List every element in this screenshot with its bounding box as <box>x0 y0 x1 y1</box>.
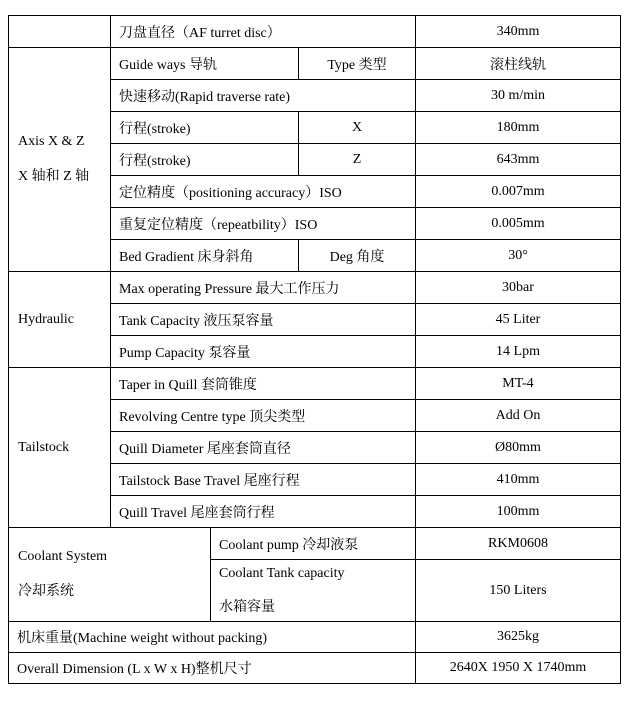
spec-label-cell: Max operating Pressure 最大工作压力 <box>111 272 416 304</box>
spec-sub-cell: Deg 角度 <box>299 240 416 272</box>
spec-label-cell: 行程(stroke) <box>111 144 299 176</box>
section-tailstock-cell: Tailstock <box>9 368 111 528</box>
spec-value-cell: 30° <box>416 240 621 272</box>
table-row <box>9 653 621 684</box>
spec-label-cell: Bed Gradient 床身斜角 <box>111 240 299 272</box>
spec-value-cell: 180mm <box>416 112 621 144</box>
spec-value-cell: RKM0608 <box>416 528 621 560</box>
overall-dimension-value-cell: 2640X 1950 X 1740mm <box>416 653 621 684</box>
machine-weight-label-cell: 机床重量(Machine weight without packing) <box>9 622 416 653</box>
spec-label-cell: Guide ways 导轨 <box>111 48 299 80</box>
spec-value-cell: Ø80mm <box>416 432 621 464</box>
spec-value-cell: 30 m/min <box>416 80 621 112</box>
spec-value-cell: 100mm <box>416 496 621 528</box>
coolant-tank-label-line2: 水箱容量 <box>219 599 275 615</box>
spec-label-cell: Pump Capacity 泵容量 <box>111 336 416 368</box>
section-axis-label-en: Axis X & Z <box>18 134 85 149</box>
spec-sub-cell: X <box>299 112 416 144</box>
spec-value-cell: 0.007mm <box>416 176 621 208</box>
spec-label-cell: 行程(stroke) <box>111 112 299 144</box>
spec-label-cell: 快速移动(Rapid traverse rate) <box>111 80 416 112</box>
spec-label-cell: Tailstock Base Travel 尾座行程 <box>111 464 416 496</box>
table-row <box>9 622 621 653</box>
spec-label-cell: 定位精度（positioning accuracy）ISO <box>111 176 416 208</box>
turret-value-cell: 340mm <box>416 16 621 48</box>
spec-sub-cell: Type 类型 <box>299 48 416 80</box>
coolant-tank-label-line1: Coolant Tank capacity <box>219 565 345 581</box>
spec-value-cell: 0.005mm <box>416 208 621 240</box>
turret-label-cell: 刀盘直径（AF turret disc） <box>111 16 416 48</box>
section-axis-cell <box>9 48 111 272</box>
section-coolant-label-zh: 冷却系统 <box>18 584 74 599</box>
table-row <box>9 272 621 304</box>
table-row <box>9 368 621 400</box>
spec-label-cell: 重复定位精度（repeatbility）ISO <box>111 208 416 240</box>
section-coolant-label-en: Coolant System <box>18 549 108 564</box>
machine-weight-value-cell: 3625kg <box>416 622 621 653</box>
overall-dimension-label-cell: Overall Dimension (L x W x H)整机尺寸 <box>9 653 416 684</box>
section-coolant-cell <box>9 528 211 622</box>
section-hydraulic-cell: Hydraulic <box>9 272 111 368</box>
table-row <box>9 16 621 48</box>
spec-value-cell: 滚柱线轨 <box>416 48 621 80</box>
spec-label-cell <box>211 560 416 622</box>
table-row <box>9 48 621 80</box>
corner-empty-cell <box>9 16 111 48</box>
spec-label-cell: Taper in Quill 套筒锥度 <box>111 368 416 400</box>
spec-label-cell: Revolving Centre type 顶尖类型 <box>111 400 416 432</box>
section-axis-label-zh: X 轴和 Z 轴 <box>18 169 90 184</box>
spec-value-cell: 643mm <box>416 144 621 176</box>
spec-value-cell: MT-4 <box>416 368 621 400</box>
spec-value-cell: Add On <box>416 400 621 432</box>
spec-value-cell: 150 Liters <box>416 560 621 622</box>
spec-value-cell: 30bar <box>416 272 621 304</box>
spec-value-cell: 14 Lpm <box>416 336 621 368</box>
spec-value-cell: 410mm <box>416 464 621 496</box>
spec-value-cell: 45 Liter <box>416 304 621 336</box>
spec-label-cell: Coolant pump 冷却液泵 <box>211 528 416 560</box>
spec-sub-cell: Z <box>299 144 416 176</box>
table-row <box>9 528 621 560</box>
spec-label-cell: Quill Travel 尾座套筒行程 <box>111 496 416 528</box>
machine-spec-table <box>8 15 621 684</box>
spec-label-cell: Quill Diameter 尾座套筒直径 <box>111 432 416 464</box>
spec-label-cell: Tank Capacity 液压泵容量 <box>111 304 416 336</box>
